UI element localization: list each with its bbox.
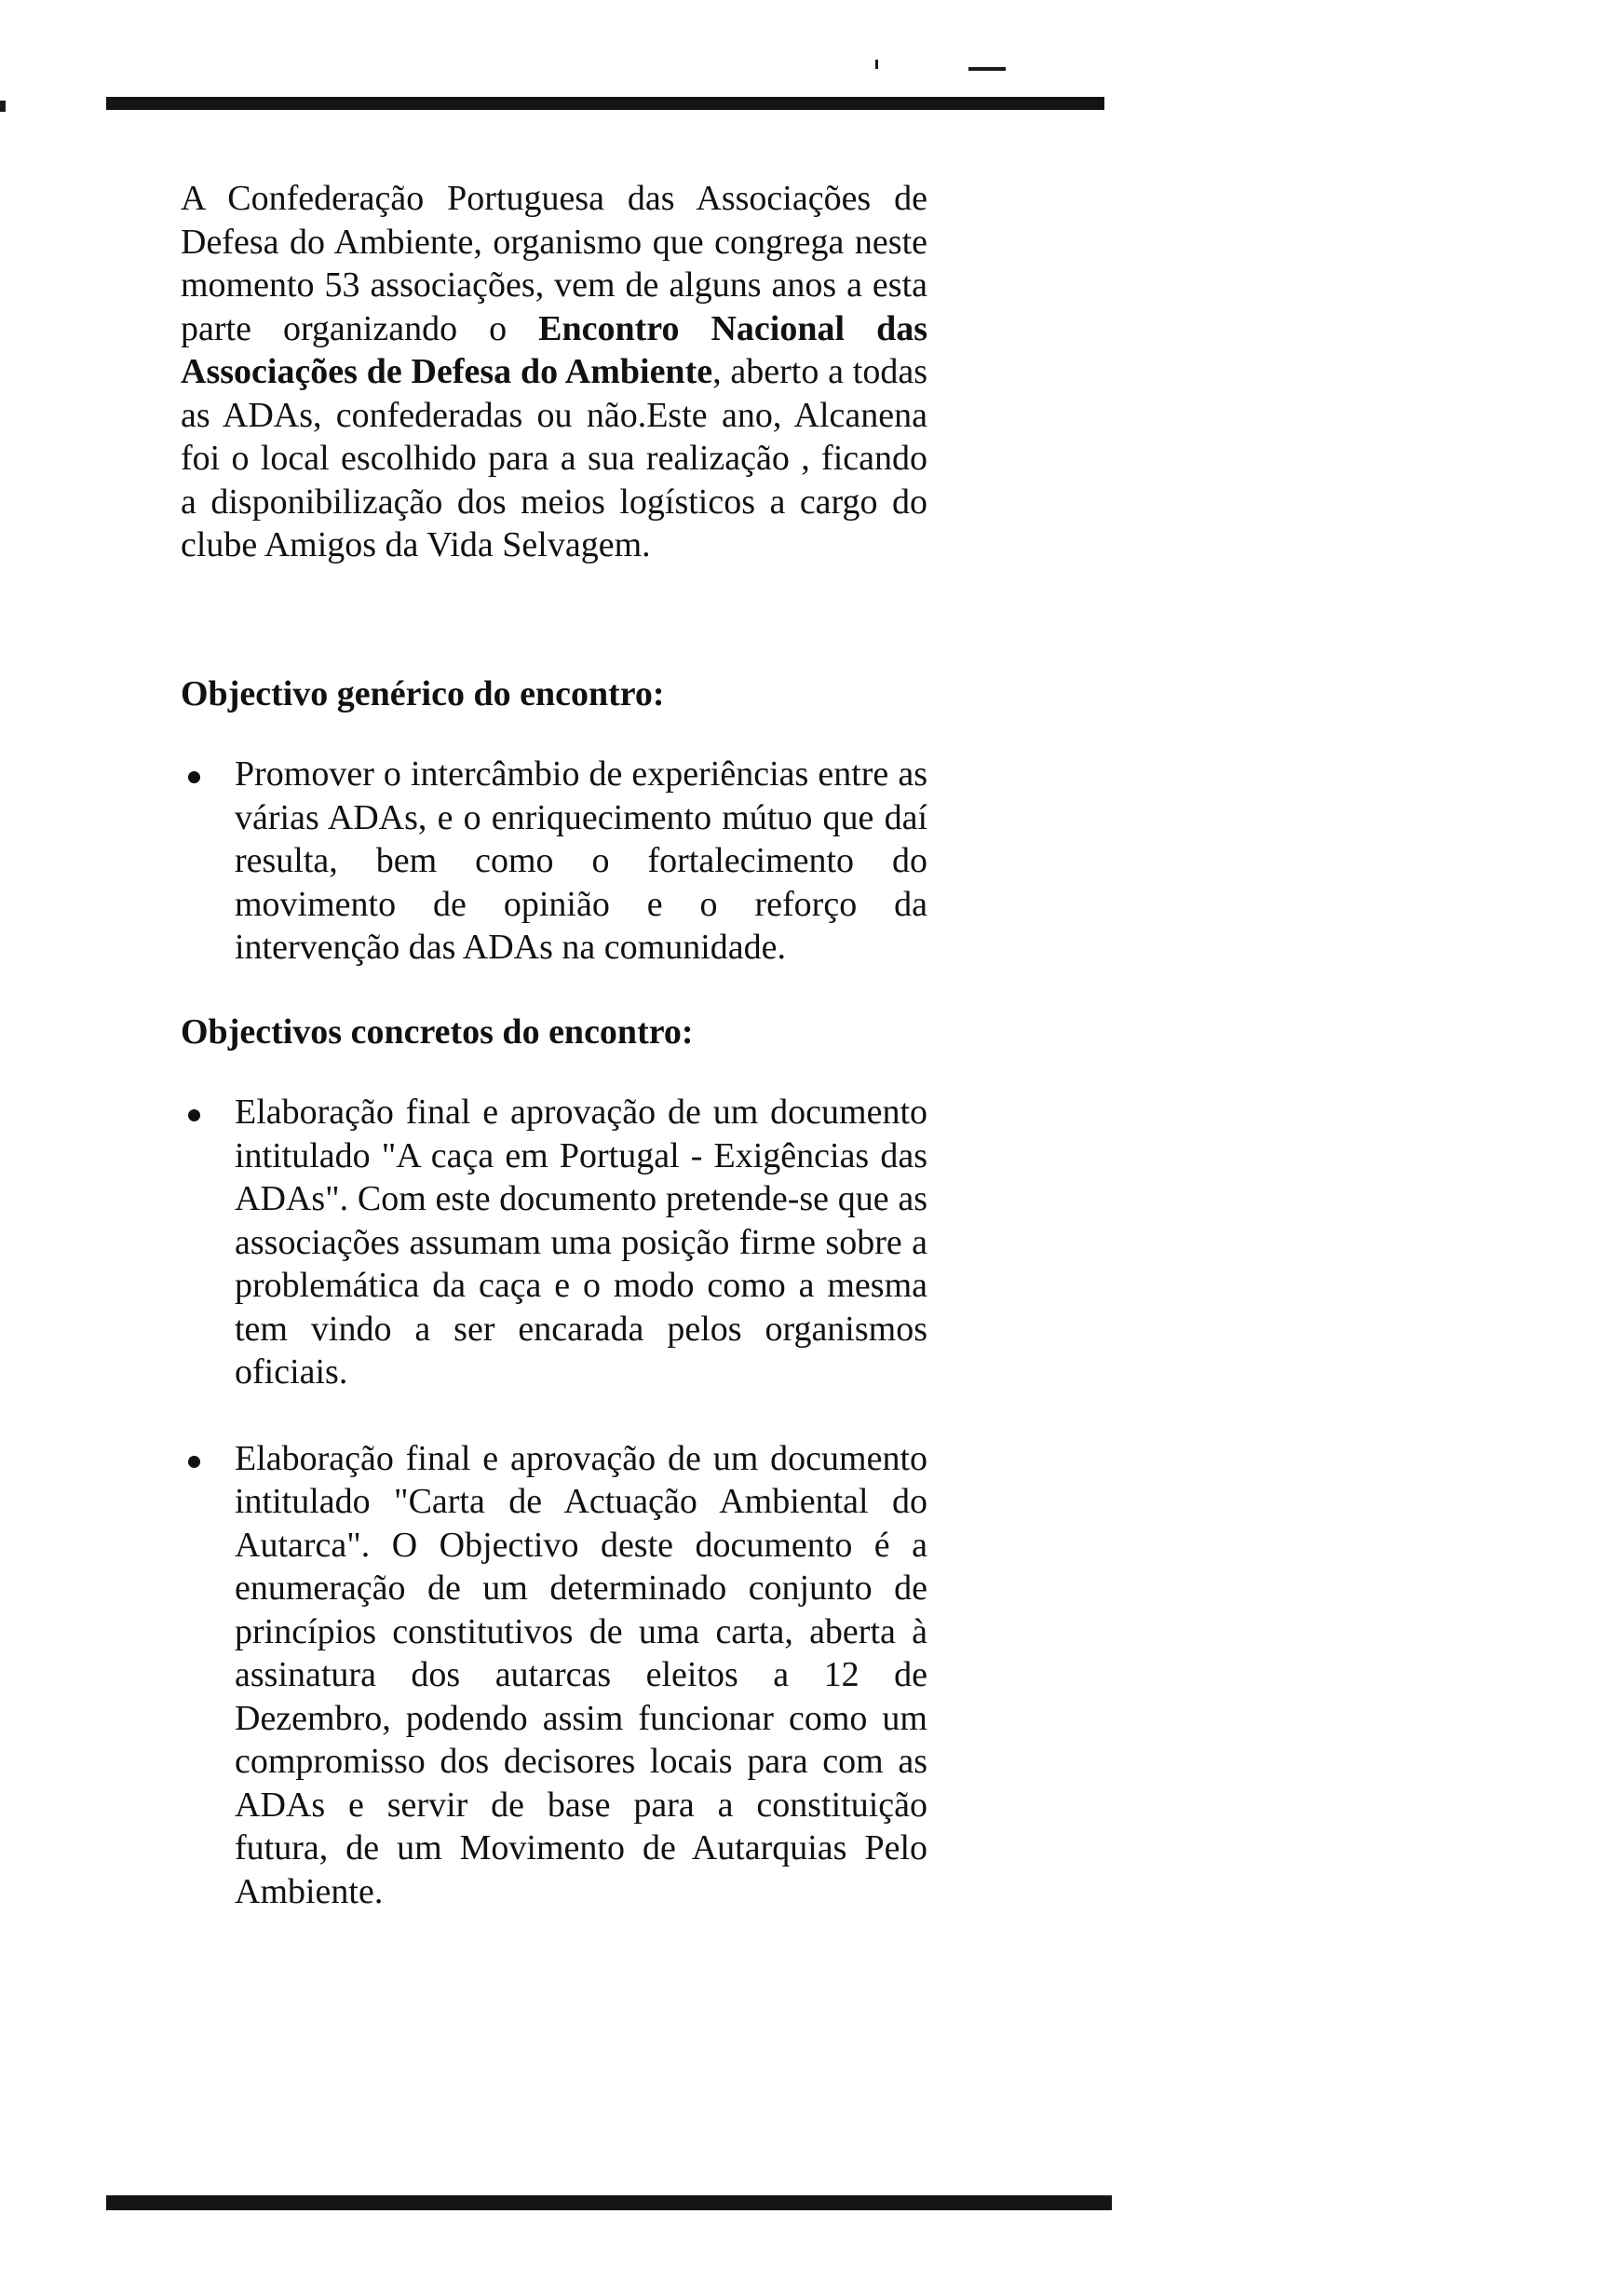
document-body <box>181 177 927 1913</box>
scan-mark-top-right <box>968 67 1006 71</box>
list-item: Promover o intercâmbio de experiências entre as várias ADAs, e o enriquecimento mútuo que daí resulta, bem como o fortalecimento do movimento de opinião e o reforço da intervenção das ADAs na comunidade. <box>181 753 927 970</box>
intro-paragraph <box>181 177 927 567</box>
scan-mark-left <box>0 101 6 112</box>
event-name: Encontro Nacional das Associações de Defesa do Ambiente <box>181 308 927 391</box>
list-item: Elaboração final e aprovação de um documento intitulado "Carta de Actuação Ambiental do Autarca". O Objectivo deste documento é a enumeração de um determinado conjunto de princípios constitutivos de uma carta, aberta à assinatura dos autarcas eleitos a 12 de Dezembro, podendo assim funcionar como um compromisso dos decisores locais para com as ADAs e servir de base para a constituição futura, de um Movimento de Autarquias Pelo Ambiente. <box>181 1437 927 1914</box>
top-rule <box>106 97 1104 110</box>
generic-objective-heading: Objectivo genérico do encontro: <box>181 673 665 713</box>
list-item: Elaboração final e aprovação de um documento intitulado "A caça em Portugal - Exigências das ADAs". Com este documento pretende-se que as associações assumam uma posição firme sobre a problemática da caça e o modo como a mesma tem vindo a ser encarada pelos organismos oficiais. <box>181 1091 927 1394</box>
generic-objective-list <box>181 753 927 970</box>
concrete-objectives-heading: Objectivos concretos do encontro: <box>181 1012 694 1052</box>
bottom-rule <box>106 2195 1112 2210</box>
intro-text-end: , aberto a todas as ADAs, confederadas ou não.Este ano, Alcanena foi o local escolhido para a sua realização , ficando a disponibilização dos meios logísticos a cargo do clube Amigos da Vida Selvagem. <box>181 352 927 564</box>
intro-text-start: A Confederação Portuguesa das Associações de Defesa do Ambiente, organismo que congrega neste momento 53 associações, vem de alguns anos a esta parte organizando o <box>181 179 927 348</box>
concrete-objectives-list <box>181 1091 927 1913</box>
scan-mark-small <box>875 60 878 69</box>
